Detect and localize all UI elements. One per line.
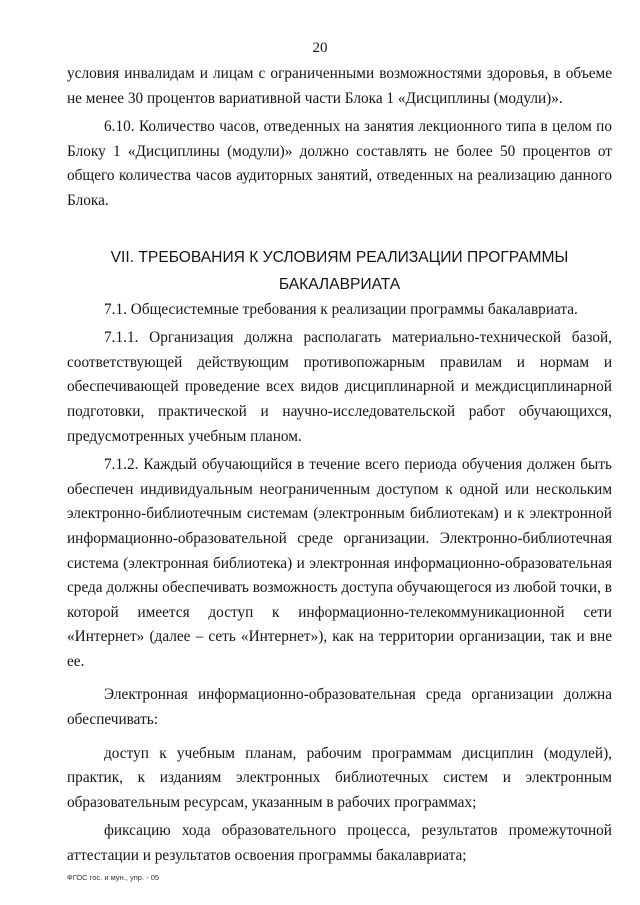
paragraph-eios-intro: Электронная информационно-образовательная среда организации должна обеспечивать: [67, 686, 612, 729]
section-heading-line-2: БАКАЛАВРИАТА [278, 275, 401, 293]
page-body [67, 62, 612, 869]
footer-note: ФГОС гос. и мун., упр. - 05 [67, 873, 160, 882]
section-heading-line-1: VII. ТРЕБОВАНИЯ К УСЛОВИЯМ РЕАЛИЗАЦИИ ПРОГРАММЫ [110, 248, 569, 266]
paragraph-7-1: 7.1. Общесистемные требования к реализации программы бакалавриата. [104, 300, 578, 318]
paragraph: условия инвалидам и лицам с ограниченными возможностями здоровья, в объеме не менее 30 процентов вариативной части Блока 1 «Дисциплины (модули)». [67, 65, 612, 107]
paragraph-eios-fixation: фиксацию хода образовательного процесса, результатов промежуточной аттестации и результатов освоения программы бакалавриата; [67, 822, 612, 865]
paragraph-7-1-1: 7.1.1. Организация должна располагать материально-технической базой, соответствующей действующим противопожарным правилам и нормам и обеспечивающей проведение всех видов дисциплинарной и междисциплинарной подготовки, практической и научно-исследовательской работ обучающихся, предусмотренных учебным планом. [67, 329, 612, 445]
section-heading [67, 244, 612, 298]
paragraph-6-10: 6.10. Количество часов, отведенных на занятия лекционного типа в целом по Блоку 1 «Дисциплины (модули)» должно составлять не более 50 процентов от общего количества часов аудиторных занятий, отведенных на реализацию данного Блока. [67, 118, 612, 209]
paragraph-eios-access: доступ к учебным планам, рабочим программам дисциплин (модулей), практик, к изданиям электронных библиотечных систем и электронным образовательным ресурсам, указанным в рабочих программах; [67, 744, 612, 811]
page-number: 20 [312, 40, 328, 56]
paragraph-7-1-2: 7.1.2. Каждый обучающийся в течение всего периода обучения должен быть обеспечен индивидуальным неограниченным доступом к одной или нескольким электронно-библиотечным системам (электронным библиотекам) и к электронной информационно-образовательной среде организации. Электронно-библиотечная система (электронная библиотека) и электронная информационно-образовательная среда должны обеспечивать возможность доступа обучающегося из любой точки, в которой имеется доступ к информационно-телекоммуникационной сети «Интернет» (далее – сеть «Интернет»), как на территории организации, так и вне ее. [67, 456, 612, 670]
